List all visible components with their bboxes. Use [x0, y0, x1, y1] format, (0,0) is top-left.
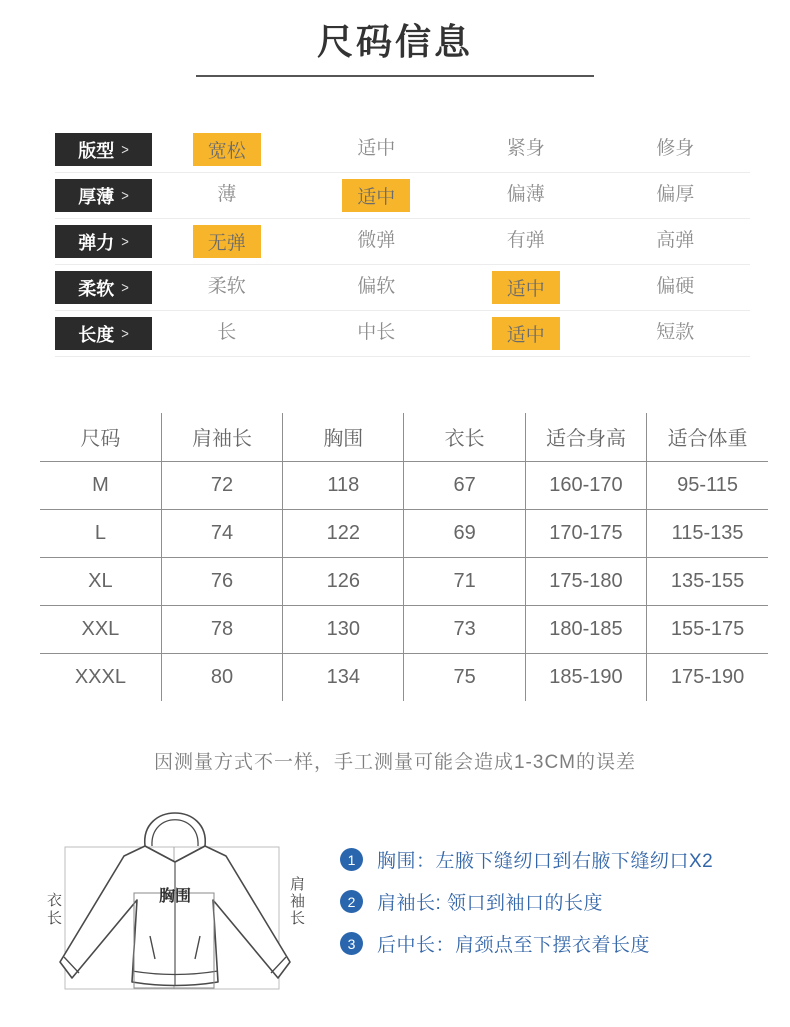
size-table-header-row — [40, 413, 768, 461]
size-table-cell: 95-115 — [647, 461, 768, 509]
fit-option-label: 修身 — [656, 138, 695, 159]
fit-option — [152, 133, 302, 166]
size-table-cell: 115-135 — [647, 509, 768, 557]
size-table-cell: 175-190 — [647, 653, 768, 701]
fit-option-label: 中长 — [357, 322, 396, 343]
table-row — [40, 653, 768, 701]
fit-attributes-section — [55, 127, 750, 357]
fit-option-label: 偏硬 — [656, 276, 695, 297]
page-title: 尺码信息 — [316, 21, 473, 62]
chevron-right-icon: > — [121, 186, 129, 205]
fit-option — [601, 317, 751, 350]
fit-option-label: 高弹 — [656, 230, 695, 251]
fit-options — [152, 225, 750, 258]
fit-option — [451, 271, 601, 304]
fit-option — [601, 271, 751, 304]
chevron-right-icon: > — [121, 278, 129, 297]
fit-row — [55, 219, 750, 265]
page-header — [0, 0, 790, 77]
fit-option-label: 偏软 — [357, 276, 396, 297]
fit-option — [451, 225, 601, 258]
size-table-cell: 67 — [404, 461, 525, 509]
size-table-cell: 74 — [161, 509, 282, 557]
size-table-cell: M — [40, 461, 161, 509]
fit-option — [451, 133, 601, 166]
size-table-cell: XL — [40, 557, 161, 605]
fit-option-label: 紧身 — [506, 138, 545, 159]
fit-option-label: 短款 — [656, 322, 695, 343]
size-table-cell: 72 — [161, 461, 282, 509]
fit-row-label-text: 柔软 — [78, 278, 115, 299]
size-table-cell: XXXL — [74, 665, 126, 688]
guide-item — [340, 846, 713, 873]
fit-option-label: 偏厚 — [656, 184, 695, 205]
fit-option — [302, 133, 452, 166]
table-row — [40, 557, 768, 605]
fit-option — [152, 317, 302, 350]
numbered-circle-icon: 2 — [340, 890, 363, 913]
table-row — [40, 605, 768, 653]
fit-options — [152, 271, 750, 304]
fit-row — [55, 127, 750, 173]
size-table-cell: L — [40, 509, 161, 557]
size-table-cell: 185-190 — [525, 653, 646, 701]
jacket-diagram — [40, 786, 310, 1013]
fit-option-selected: 宽松 — [193, 133, 261, 166]
size-table-cell: 78 — [161, 605, 282, 653]
size-table-header — [40, 413, 768, 461]
fit-row — [55, 173, 750, 219]
measure-guide-section — [0, 786, 790, 1013]
size-table-body — [40, 461, 768, 701]
guide-item-text: 肩袖长: 领口到袖口的长度 — [377, 893, 604, 914]
size-table-header-cell: 胸围 — [283, 413, 404, 461]
size-table-cell: 76 — [161, 557, 282, 605]
size-table-cell: 126 — [283, 557, 404, 605]
size-table-header-cell: 尺码 — [40, 413, 161, 461]
size-table-cell: 180-185 — [525, 605, 646, 653]
fit-row-label-text: 长度 — [78, 324, 115, 345]
fit-option-label: 偏薄 — [506, 184, 545, 205]
guide-item-text: 胸围：左腋下缝纫口到右腋下缝纫口X2 — [377, 851, 714, 872]
fit-option-selected: 适中 — [492, 271, 560, 304]
fit-row-label — [55, 271, 152, 304]
fit-option — [302, 225, 452, 258]
size-table — [40, 413, 768, 701]
fit-option-label: 有弹 — [506, 230, 545, 251]
size-table-header-cell: 肩袖长 — [161, 413, 282, 461]
title-underline — [196, 75, 594, 77]
fit-option — [152, 179, 302, 212]
size-table-header-cell: 适合体重 — [647, 413, 768, 461]
fit-option — [601, 225, 751, 258]
guide-item — [340, 888, 713, 915]
size-table-cell: 80 — [161, 653, 282, 701]
fit-option — [152, 225, 302, 258]
fit-option-label: 柔软 — [207, 276, 246, 297]
fit-options — [152, 133, 750, 166]
fit-row-label — [55, 179, 152, 212]
size-table-cell: 170-175 — [525, 509, 646, 557]
fit-options — [152, 179, 750, 212]
fit-option-selected: 适中 — [492, 317, 560, 350]
fit-option — [601, 179, 751, 212]
fit-option — [152, 271, 302, 304]
fit-row-label-text: 弹力 — [78, 232, 115, 253]
size-table-cell: 118 — [283, 461, 404, 509]
fit-option-label: 适中 — [357, 138, 396, 159]
fit-option — [302, 179, 452, 212]
fit-row — [55, 265, 750, 311]
size-table-cell: 155-175 — [647, 605, 768, 653]
size-table-header-cell: 衣长 — [404, 413, 525, 461]
measure-guide-list — [340, 786, 713, 972]
fit-row — [55, 311, 750, 357]
size-table-cell: 160-170 — [525, 461, 646, 509]
fit-option-selected: 适中 — [342, 179, 410, 212]
diagram-label-chest: 胸围 — [159, 888, 192, 905]
fit-option-label: 薄 — [217, 184, 237, 205]
fit-options — [152, 317, 750, 350]
size-table-cell: 122 — [283, 509, 404, 557]
numbered-circle-icon: 3 — [340, 932, 363, 955]
numbered-circle-icon: 1 — [340, 848, 363, 871]
fit-option-selected: 无弹 — [193, 225, 261, 258]
size-table-cell: 135-155 — [647, 557, 768, 605]
size-table-cell: 75 — [404, 653, 525, 701]
fit-row-label — [55, 225, 152, 258]
size-table-cell: 71 — [404, 557, 525, 605]
size-table-cell: 130 — [283, 605, 404, 653]
fit-option — [451, 317, 601, 350]
fit-row-label-text: 厚薄 — [78, 186, 115, 207]
size-table-header-cell: 适合身高 — [525, 413, 646, 461]
guide-item-text: 后中长：肩颈点至下摆衣着长度 — [377, 935, 651, 956]
size-table-cell: 175-180 — [525, 557, 646, 605]
size-table-cell: 73 — [404, 605, 525, 653]
fit-option — [302, 271, 452, 304]
fit-option-label: 微弹 — [357, 230, 396, 251]
size-table-cell: 134 — [283, 653, 404, 701]
diagram-label-shoulder-sleeve: 肩袖长 — [288, 876, 305, 927]
fit-option — [451, 179, 601, 212]
measurement-note: 因测量方式不一样，手工测量可能会造成1-3CM的误差 — [153, 752, 636, 773]
chevron-right-icon: > — [121, 324, 129, 343]
table-row — [40, 461, 768, 509]
diagram-label-garment-length: 衣长 — [45, 892, 62, 928]
guide-item — [340, 930, 713, 957]
chevron-right-icon: > — [121, 232, 129, 251]
fit-option — [601, 133, 751, 166]
fit-row-label — [55, 133, 152, 166]
fit-option-label: 长 — [217, 322, 237, 343]
size-table-cell: 69 — [404, 509, 525, 557]
fit-row-label — [55, 317, 152, 350]
chevron-right-icon: > — [121, 140, 129, 159]
table-row — [40, 509, 768, 557]
fit-row-label-text: 版型 — [78, 140, 115, 161]
fit-option — [302, 317, 452, 350]
size-table-cell: XXL — [40, 605, 161, 653]
